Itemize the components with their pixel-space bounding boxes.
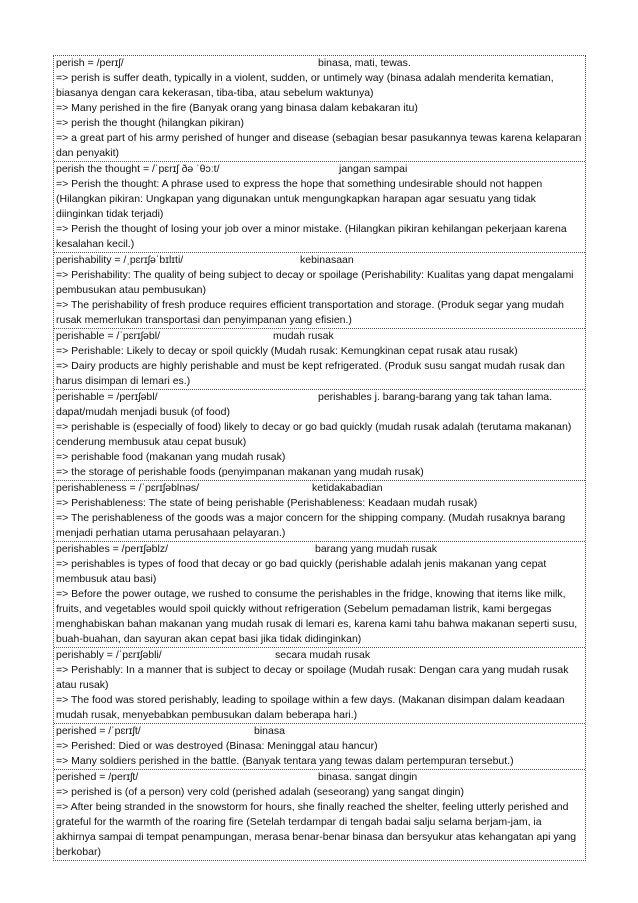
example-line: => perishable food (makanan yang mudah rusak)	[56, 451, 286, 463]
headword: perish the thought = /ˈpɛrɪʃ ðə ˈθɔːt/	[56, 163, 220, 175]
translation: kebinasaan	[300, 254, 354, 266]
example-line: => The perishableness of the goods was a major concern for the shipping company. (Mudah rusaknya barang menjadi perhatian utama perusahaan pelayaran.)	[56, 512, 566, 539]
translation: jangan sampai	[339, 163, 408, 175]
entry-perishables	[54, 542, 585, 648]
translation: perishables j. barang-barang yang tak tahan lama.	[318, 391, 553, 403]
entry-perishability	[54, 253, 585, 329]
definition-line: => perishables is types of food that decay or go bad quickly (perishable adalah jenis makanan yang cepat membusuk atau basi)	[56, 558, 547, 585]
definition-line: => Perishably: In a manner that is subject to decay or spoilage (Mudah rusak: Dengan cara yang mudah rusak atau rusak)	[56, 664, 569, 691]
headword: perishably = /ˈpɛrɪʃəbli/	[56, 649, 162, 661]
headword: perishable = /ˈpɛrɪʃəbl/	[56, 330, 160, 342]
translation: binasa	[254, 725, 285, 737]
entry-perishable-1	[54, 329, 585, 390]
translation: secara mudah rusak	[275, 649, 371, 661]
translation: barang yang mudah rusak	[315, 543, 437, 555]
headword: perishable = /perɪʃəbl/	[56, 391, 158, 403]
entry-perishable-2	[54, 390, 585, 481]
entry-perishably	[54, 648, 585, 724]
entry-header	[56, 390, 583, 405]
example-line: => Many perished in the fire (Banyak orang yang binasa dalam kebakaran itu)	[56, 102, 418, 114]
headword: perished = /ˈpɛrɪʃt/	[56, 725, 141, 737]
example-line: => perish the thought (hilangkan pikiran)	[56, 117, 244, 129]
example-line: => The perishability of fresh produce requires efficient transportation and storage. (Produk segar yang mudah rusak memerlukan transportasi dan penyimpanan yang efisien.)	[56, 299, 564, 326]
translation: mudah rusak	[273, 330, 334, 342]
entry-header	[56, 481, 583, 496]
entry-perish	[54, 56, 585, 162]
entry-header	[56, 648, 583, 663]
example-line: => The food was stored perishably, leading to spoilage within a few days. (Makanan disimpan dalam keadaan mudah rusak, menyebabkan pembusukan dalam beberapa hari.)	[56, 694, 565, 721]
translation: binasa. sangat dingin	[318, 771, 418, 783]
entry-perished-1	[54, 724, 585, 770]
headword: perish = /perɪʃ/	[56, 57, 124, 69]
definition-line: dapat/mudah menjadi busuk (of food)	[56, 406, 230, 418]
translation: binasa, mati, tewas.	[318, 57, 411, 69]
entry-header	[56, 724, 583, 739]
dictionary-document	[53, 55, 586, 861]
headword: perished = /perɪʃt/	[56, 771, 139, 783]
definition-line: => perished is (of a person) very cold (perished adalah (seseorang) yang sangat dingin)	[56, 786, 464, 798]
entry-header	[56, 329, 583, 344]
entry-header	[56, 542, 583, 557]
definition-line: => Perishability: The quality of being subject to decay or spoilage (Perishability: Kualitas yang dapat mengalami pembusukan atau pembusukan)	[56, 269, 574, 296]
translation: ketidakabadian	[312, 482, 383, 494]
entry-perishableness	[54, 481, 585, 542]
entry-header	[56, 162, 583, 177]
headword: perishableness = /ˈpɛrɪʃəblnəs/	[56, 482, 200, 494]
headword: perishability = /ˌpɛrɪʃəˈbɪlɪti/	[56, 254, 184, 266]
definition-line: => perishable is (especially of food) likely to decay or go bad quickly (mudah rusak adalah (terutama makanan) cenderung membusuk atau cepat busuk)	[56, 421, 572, 448]
headword: perishables = /perɪʃəblz/	[56, 543, 169, 555]
example-line: => Many soldiers perished in the battle. (Banyak tentara yang tewas dalam pertempuran tersebut.)	[56, 755, 514, 767]
example-line: => the storage of perishable foods (penyimpanan makanan yang mudah rusak)	[56, 466, 424, 478]
example-line: => Perish the thought of losing your job over a minor mistake. (Hilangkan pikiran kehilangan pekerjaan karena kesalahan kecil.)	[56, 223, 567, 250]
entry-header	[56, 253, 583, 268]
definition-line: => Perish the thought: A phrase used to express the hope that something undesirable should not happen (Hilangkan pikiran: Ungkapan yang digunakan untuk mengungkapkan harapan agar sesuatu yang tidak diinginkan tidak terjadi)	[56, 178, 543, 220]
entry-perish-the-thought	[54, 162, 585, 253]
example-line: => a great part of his army perished of hunger and disease (sebagian besar pasukannya tewas karena kelaparan dan penyakit)	[56, 132, 582, 159]
example-line: => Dairy products are highly perishable and must be kept refrigerated. (Produk susu sangat mudah rusak dan harus disimpan di lemari es.)	[56, 360, 565, 387]
definition-line: => Perishableness: The state of being perishable (Perishableness: Keadaan mudah rusak)	[56, 497, 478, 509]
definition-line: => Perished: Died or was destroyed (Binasa: Meninggal atau hancur)	[56, 740, 378, 752]
definition-line: => perish is suffer death, typically in a violent, sudden, or untimely way (binasa adalah menderita kematian, biasanya dengan cara kekerasan, tiba-tiba, atau sebelum waktunya)	[56, 72, 554, 99]
example-line: => After being stranded in the snowstorm for hours, she finally reached the shelter, feeling utterly perished and grateful for the warmth of the roaring fire (Setelah terdampar di tengah badai salju selama berjam-jam, ia akhirnya sampai di tempat penampungan, merasa benar-benar binasa dan bersyukur atas kehangatan api yang berkobar)	[56, 801, 577, 858]
entry-perished-2	[54, 770, 585, 860]
definition-line: => Perishable: Likely to decay or spoil quickly (Mudah rusak: Kemungkinan cepat rusak atau rusak)	[56, 345, 518, 357]
entry-header	[56, 770, 583, 785]
entry-header	[56, 56, 583, 71]
example-line: => Before the power outage, we rushed to consume the perishables in the fridge, knowing that items like milk, fruits, and vegetables would spoil quickly without refrigeration (Sebelum pemadaman listrik, kami bergegas menghabiskan bahan makanan yang mudah rusak di lemari es, karena kami tahu bahwa makanan seperti susu, buah-buahan, dan sayuran akan cepat basi jika tidak didinginkan)	[56, 588, 578, 645]
